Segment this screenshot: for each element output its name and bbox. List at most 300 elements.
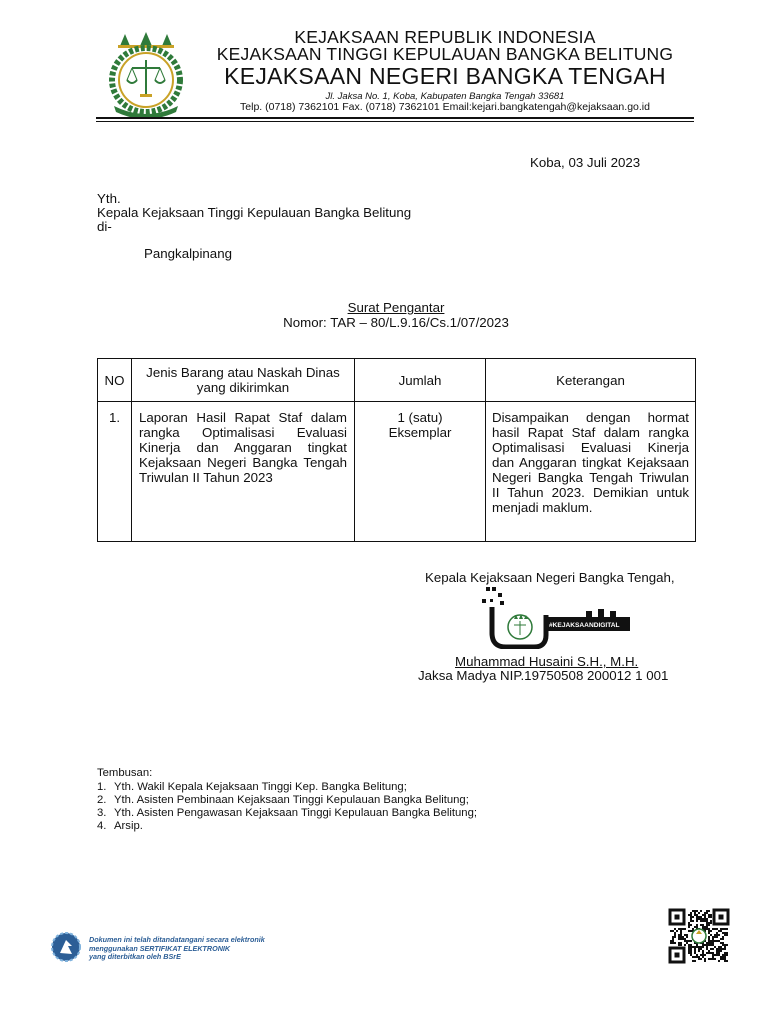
institution-line-3: KEJAKSAAN NEGERI BANGKA TENGAH (224, 63, 666, 89)
qr-module (684, 934, 686, 936)
qr-module (688, 950, 690, 952)
qr-module (726, 952, 728, 954)
letterhead-divider-thin (96, 121, 694, 122)
qr-module (716, 936, 718, 938)
recipient-salutation: Yth. (97, 191, 121, 206)
recipient-name: Kepala Kejaksaan Tinggi Kepulauan Bangka Belitung (97, 205, 412, 220)
qr-module (710, 958, 712, 960)
table-row (98, 402, 696, 542)
qr-module (712, 948, 714, 950)
qr-module (684, 928, 686, 930)
header-jumlah: Jumlah (355, 359, 486, 402)
qr-module (708, 950, 710, 952)
qr-module (690, 946, 692, 948)
qr-module (710, 934, 712, 936)
qr-module (690, 924, 692, 926)
qr-module (676, 930, 678, 932)
qr-module (714, 940, 716, 942)
qr-module (696, 924, 698, 926)
qr-module (704, 958, 706, 960)
qr-module (712, 940, 714, 942)
qr-module (694, 952, 696, 954)
cell-jenis: Laporan Hasil Rapat Staf dalam rangka Optimalisasi Evaluasi Kinerja dan Anggaran tingkat Kejaksaan Negeri Bangka Tengah Triwulan II Tahun 2023 (132, 402, 355, 542)
qr-module (706, 920, 708, 922)
cell-jumlah (355, 402, 486, 542)
list-item-text: Yth. Asisten Pembinaan Kejaksaan Tinggi Kepulauan Bangka Belitung; (114, 794, 469, 806)
qr-module (718, 946, 720, 948)
qr-module (724, 960, 726, 962)
digital-key-badge-icon (478, 585, 634, 649)
qr-module (716, 948, 718, 950)
qr-module (678, 942, 680, 944)
qr-module (698, 958, 700, 960)
qr-module (710, 940, 712, 942)
qr-module (724, 934, 726, 936)
qr-module (694, 912, 696, 914)
qr-module (722, 942, 724, 944)
qr-module (686, 942, 688, 944)
qr-module (718, 952, 720, 954)
qr-module (700, 918, 702, 920)
qr-module (718, 960, 720, 962)
qr-module (674, 928, 676, 930)
qr-module (692, 960, 694, 962)
qr-module (716, 932, 718, 934)
qr-module (692, 928, 694, 930)
list-item (97, 820, 477, 833)
header-jenis (132, 359, 355, 402)
qr-module (692, 946, 694, 948)
qr-module (726, 960, 728, 962)
qr-module (702, 944, 704, 946)
qr-module (716, 954, 718, 956)
qr-module (670, 942, 672, 944)
qr-module (712, 958, 714, 960)
qr-module (702, 956, 704, 958)
qr-module (692, 920, 694, 922)
qr-module (690, 930, 692, 932)
qr-module (688, 946, 690, 948)
qr-module (718, 950, 720, 952)
qr-module (710, 914, 712, 916)
qr-module (706, 948, 708, 950)
qr-module (718, 940, 720, 942)
recipient-city: Pangkalpinang (144, 246, 232, 261)
qr-module (706, 924, 708, 926)
qr-module (694, 910, 696, 912)
qr-module (696, 910, 698, 912)
institution-line-2: KEJAKSAAN TINGGI KEPULAUAN BANGKA BELITUNG (216, 44, 674, 64)
qr-module (694, 948, 696, 950)
qr-module (690, 952, 692, 954)
qr-module (692, 916, 694, 918)
qr-module (700, 924, 702, 926)
qr-module (678, 938, 680, 940)
signatory-title: Kepala Kejaksaan Negeri Bangka Tengah, (425, 570, 675, 585)
qr-module (696, 926, 698, 928)
qr-module (708, 942, 710, 944)
qr-module (688, 924, 690, 926)
qr-module (690, 916, 692, 918)
qr-module (704, 954, 706, 956)
list-item-text: Yth. Asisten Pengawasan Kejaksaan Tinggi Kepulauan Bangka Belitung; (114, 807, 478, 819)
qr-module (704, 918, 706, 920)
letterhead-contact: Telp. (0718) 7362101 Fax. (0718) 7362101 Email:kejari.bangkatengah@kejaksaan.go.id (240, 101, 650, 113)
cell-jumlah-qty: 1 (satu) (397, 410, 443, 425)
qr-module (682, 938, 684, 940)
qr-module (710, 920, 712, 922)
qr-module (720, 946, 722, 948)
qr-module (698, 912, 700, 914)
qr-module (722, 938, 724, 940)
qr-module (688, 940, 690, 942)
qr-module (720, 930, 722, 932)
institution-line-1: KEJAKSAAN REPUBLIK INDONESIA (294, 27, 596, 47)
qr-module (696, 916, 698, 918)
header-no: NO (98, 359, 132, 402)
qr-module (674, 934, 676, 936)
qr-module (710, 944, 712, 946)
qr-module (672, 940, 674, 942)
qr-module (696, 954, 698, 956)
qr-module (726, 932, 728, 934)
qr-module (690, 920, 692, 922)
qr-module (700, 948, 702, 950)
qr-module (706, 928, 708, 930)
letterhead-address: Jl. Jaksa No. 1, Koba, Kabupaten Bangka Tengah 33681 (325, 91, 565, 102)
qr-module (720, 950, 722, 952)
cc-label: Tembusan: (97, 767, 153, 779)
qr-module (698, 948, 700, 950)
qr-module (680, 932, 682, 934)
qr-module (704, 914, 706, 916)
qr-module (714, 934, 716, 936)
bsre-logo-icon (50, 932, 84, 962)
letter-title: Surat Pengantar (347, 300, 445, 315)
qr-module (696, 946, 698, 948)
qr-module (690, 944, 692, 946)
qr-module (700, 958, 702, 960)
badge-label: #KEJAKSAANDIGITAL (549, 622, 620, 629)
qr-module (722, 956, 724, 958)
qr-module (722, 958, 724, 960)
qr-module (712, 938, 714, 940)
kejaksaan-emblem-icon (100, 30, 192, 118)
qr-module (680, 930, 682, 932)
qr-module (714, 946, 716, 948)
qr-module (672, 936, 674, 938)
header-jenis-line-1: Jenis Barang atau Naskah Dinas (146, 365, 340, 380)
qr-module (674, 932, 676, 934)
qr-module (712, 954, 714, 956)
qr-module (680, 934, 682, 936)
qr-module (714, 954, 716, 956)
qr-module (710, 948, 712, 950)
qr-module (680, 944, 682, 946)
qr-module (688, 926, 690, 928)
qr-module (688, 930, 690, 932)
qr-module (712, 956, 714, 958)
qr-module (708, 936, 710, 938)
qr-module (712, 952, 714, 954)
qr-module (686, 936, 688, 938)
qr-module (722, 928, 724, 930)
qr-module (698, 956, 700, 958)
qr-module (702, 918, 704, 920)
qr-module (716, 950, 718, 952)
qr-module (710, 916, 712, 918)
qr-module (704, 916, 706, 918)
qr-module (718, 930, 720, 932)
qr-module (726, 944, 728, 946)
qr-module (710, 930, 712, 932)
qr-code-icon (668, 908, 730, 964)
qr-module (672, 938, 674, 940)
notice-line-1: Dokumen ini telah ditandatangani secara elektronik (89, 935, 265, 944)
qr-module (722, 948, 724, 950)
qr-module (688, 944, 690, 946)
qr-module (690, 918, 692, 920)
qr-module (698, 946, 700, 948)
list-item-number: 2. (97, 794, 107, 806)
qr-module (708, 944, 710, 946)
qr-module (710, 942, 712, 944)
qr-module (678, 934, 680, 936)
signatory-name: Muhammad Husaini S.H., M.H. (455, 654, 639, 669)
qr-module (678, 936, 680, 938)
qr-module (690, 940, 692, 942)
qr-module (708, 922, 710, 924)
qr-module (724, 944, 726, 946)
qr-module (724, 958, 726, 960)
qr-module (696, 956, 698, 958)
qr-module (696, 914, 698, 916)
qr-module (708, 940, 710, 942)
qr-module (724, 932, 726, 934)
qr-module (702, 946, 704, 948)
qr-module (700, 946, 702, 948)
list-item-number: 1. (97, 781, 107, 793)
qr-module (682, 936, 684, 938)
qr-module (712, 944, 714, 946)
qr-module (722, 932, 724, 934)
qr-module (720, 928, 722, 930)
qr-module (714, 958, 716, 960)
qr-module (708, 910, 710, 912)
cell-keterangan: Disampaikan dengan hormat hasil Rapat Staf dalam rangka Optimalisasi Evaluasi Kinerja dan Anggaran tingkat Kejaksaan Negeri Bangka Tengah Triwulan II Tahun 2023. Demikian untuk menjadi maklum. (486, 402, 696, 542)
qr-module (696, 920, 698, 922)
qr-module (708, 952, 710, 954)
qr-module (716, 940, 718, 942)
qr-module (708, 938, 710, 940)
qr-module (690, 948, 692, 950)
qr-module (712, 928, 714, 930)
qr-module (706, 946, 708, 948)
qr-module (694, 926, 696, 928)
qr-module (722, 936, 724, 938)
qr-module (704, 928, 706, 930)
qr-module (698, 918, 700, 920)
qr-module (708, 958, 710, 960)
list-item (97, 781, 477, 794)
qr-module (700, 910, 702, 912)
qr-module (670, 930, 672, 932)
qr-module (726, 928, 728, 930)
qr-module (704, 920, 706, 922)
qr-module (710, 922, 712, 924)
qr-module (702, 952, 704, 954)
qr-module (706, 910, 708, 912)
qr-module (710, 952, 712, 954)
letter-date: Koba, 03 Juli 2023 (530, 155, 641, 170)
qr-module (716, 952, 718, 954)
qr-module (708, 916, 710, 918)
qr-module (684, 940, 686, 942)
qr-module (714, 936, 716, 938)
qr-module (718, 934, 720, 936)
qr-module (708, 930, 710, 932)
qr-module (688, 952, 690, 954)
qr-module (708, 932, 710, 934)
qr-module (702, 924, 704, 926)
qr-module (716, 934, 718, 936)
header-jenis-line-2: yang dikirimkan (196, 380, 290, 395)
qr-module (706, 922, 708, 924)
qr-module (708, 924, 710, 926)
qr-module (706, 952, 708, 954)
qr-module (720, 942, 722, 944)
qr-module (672, 942, 674, 944)
qr-module (702, 920, 704, 922)
qr-module (696, 918, 698, 920)
qr-module (678, 928, 680, 930)
list-item-number: 3. (97, 807, 107, 819)
qr-module (724, 928, 726, 930)
qr-module (692, 956, 694, 958)
qr-module (670, 940, 672, 942)
qr-module (680, 942, 682, 944)
qr-module (686, 940, 688, 942)
qr-module (722, 954, 724, 956)
qr-module (702, 926, 704, 928)
cell-jumlah-unit: Eksemplar (388, 425, 452, 440)
list-item-text: Yth. Wakil Kepala Kejaksaan Tinggi Kep. Bangka Belitung; (114, 781, 407, 793)
qr-module (700, 916, 702, 918)
list-item-number: 4. (97, 820, 107, 832)
qr-module (694, 950, 696, 952)
qr-module (680, 936, 682, 938)
qr-module (706, 942, 708, 944)
qr-module (694, 946, 696, 948)
list-item (97, 807, 477, 820)
qr-module (688, 922, 690, 924)
qr-module (726, 934, 728, 936)
qr-module (712, 936, 714, 938)
qr-module (724, 954, 726, 956)
qr-module (700, 954, 702, 956)
signatory-rank: Jaksa Madya NIP.19750508 200012 1 001 (418, 668, 669, 683)
qr-module (680, 938, 682, 940)
qr-module (674, 942, 676, 944)
qr-module (678, 944, 680, 946)
qr-module (702, 954, 704, 956)
qr-module (708, 914, 710, 916)
cell-no: 1. (98, 402, 132, 542)
qr-module (722, 944, 724, 946)
qr-module (706, 918, 708, 920)
qr-module (696, 944, 698, 946)
qr-module (724, 948, 726, 950)
list-item (97, 794, 477, 807)
cc-list (97, 781, 477, 833)
qr-module (690, 912, 692, 914)
qr-module (698, 950, 700, 952)
qr-module (690, 954, 692, 956)
notice-line-2: menggunakan SERTIFIKAT ELEKTRONIK (89, 943, 231, 953)
qr-module (724, 956, 726, 958)
qr-module (724, 946, 726, 948)
e-signature-notice (89, 936, 265, 962)
qr-module (718, 954, 720, 956)
table-header-row (98, 359, 696, 402)
qr-module (706, 944, 708, 946)
notice-line-3: yang diterbitkan oleh BSrE (89, 952, 181, 961)
qr-module (672, 930, 674, 932)
qr-module (704, 926, 706, 928)
qr-module (702, 950, 704, 952)
qr-module (704, 944, 706, 946)
qr-module (682, 928, 684, 930)
qr-module (688, 914, 690, 916)
qr-module (714, 928, 716, 930)
qr-module (684, 944, 686, 946)
letter-number: Nomor: TAR – 80/L.9.16/Cs.1/07/2023 (283, 315, 509, 330)
qr-module (720, 958, 722, 960)
qr-module (694, 914, 696, 916)
qr-module (706, 912, 708, 914)
qr-module (712, 942, 714, 944)
qr-module (720, 938, 722, 940)
recipient-di: di- (97, 219, 112, 234)
list-item-text: Arsip. (114, 820, 143, 832)
qr-module (688, 948, 690, 950)
qr-module (684, 938, 686, 940)
qr-module (690, 914, 692, 916)
items-table (97, 358, 696, 542)
letterhead-divider-thick (96, 117, 694, 119)
qr-module (694, 956, 696, 958)
qr-module (706, 926, 708, 928)
qr-module (692, 910, 694, 912)
qr-module (704, 960, 706, 962)
qr-module (702, 914, 704, 916)
qr-module (720, 948, 722, 950)
qr-module (718, 948, 720, 950)
qr-module (680, 928, 682, 930)
qr-module (698, 916, 700, 918)
qr-module (704, 912, 706, 914)
qr-module (720, 956, 722, 958)
qr-module (724, 952, 726, 954)
header-keterangan: Keterangan (486, 359, 696, 402)
qr-module (694, 960, 696, 962)
qr-module (674, 936, 676, 938)
qr-module (726, 954, 728, 956)
qr-module (716, 928, 718, 930)
qr-module (690, 950, 692, 952)
qr-module (708, 928, 710, 930)
qr-module (686, 934, 688, 936)
